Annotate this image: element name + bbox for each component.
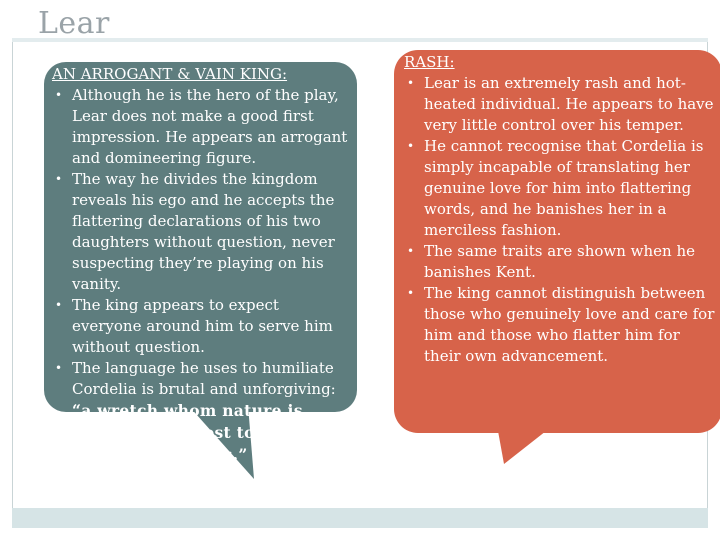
- bullet-icon: •: [407, 244, 415, 258]
- bullet-icon: •: [407, 286, 415, 300]
- bullet-text: Lear is an extremely rash and hot-heated individual. He appears to have very little control over his temper.: [424, 74, 714, 134]
- lear-quote: “a wretch whom nature is ashamed / Almost to acknowledge hers.”: [72, 401, 303, 464]
- left-speech-bubble: [44, 62, 357, 464]
- bullet-text: The same traits are shown when he banishes Kent.: [424, 242, 696, 281]
- list-item: [404, 136, 716, 241]
- list-item: [404, 73, 716, 136]
- right-bullet-list: [404, 73, 716, 367]
- bullet-icon: •: [55, 88, 63, 102]
- list-item: [52, 169, 349, 295]
- bullet-icon: •: [55, 298, 63, 312]
- slide-title: Lear: [38, 6, 110, 41]
- bullet-text: He cannot recognise that Cordelia is simply incapable of translating her genuine love for him into flattering words, and he banishes her in a merciless fashion.: [424, 137, 704, 239]
- bullet-text: Although he is the hero of the play, Lear does not make a good first impression. He appears an arrogant and domineering figure.: [72, 86, 348, 167]
- right-speech-bubble: [394, 50, 720, 433]
- left-heading: AN ARROGANT & VAIN KING:: [52, 65, 288, 83]
- top-band: [12, 38, 708, 42]
- list-item: [52, 85, 349, 169]
- bullet-icon: •: [55, 361, 63, 375]
- left-bullet-list: [52, 85, 349, 466]
- bullet-text: The king cannot distinguish between those who genuinely love and care for him and those who flatter him for their own advancement.: [424, 284, 715, 365]
- list-item: [404, 241, 716, 283]
- list-item: [52, 295, 349, 358]
- bullet-text: The king appears to expect everyone around him to serve him without question.: [72, 296, 333, 356]
- bullet-icon: •: [407, 139, 415, 153]
- list-item: [52, 358, 349, 466]
- bullet-icon: •: [407, 76, 415, 90]
- bullet-text: The language he uses to humiliate Cordelia is brutal and unforgiving:: [72, 359, 336, 398]
- list-item: [404, 283, 716, 367]
- bottom-band: [12, 508, 708, 528]
- bullet-icon: •: [55, 172, 63, 186]
- right-heading: RASH:: [404, 53, 455, 71]
- bullet-text: The way he divides the kingdom reveals his ego and he accepts the flattering declarations of his two daughters without question, never suspecting they’re playing on his vanity.: [72, 170, 335, 293]
